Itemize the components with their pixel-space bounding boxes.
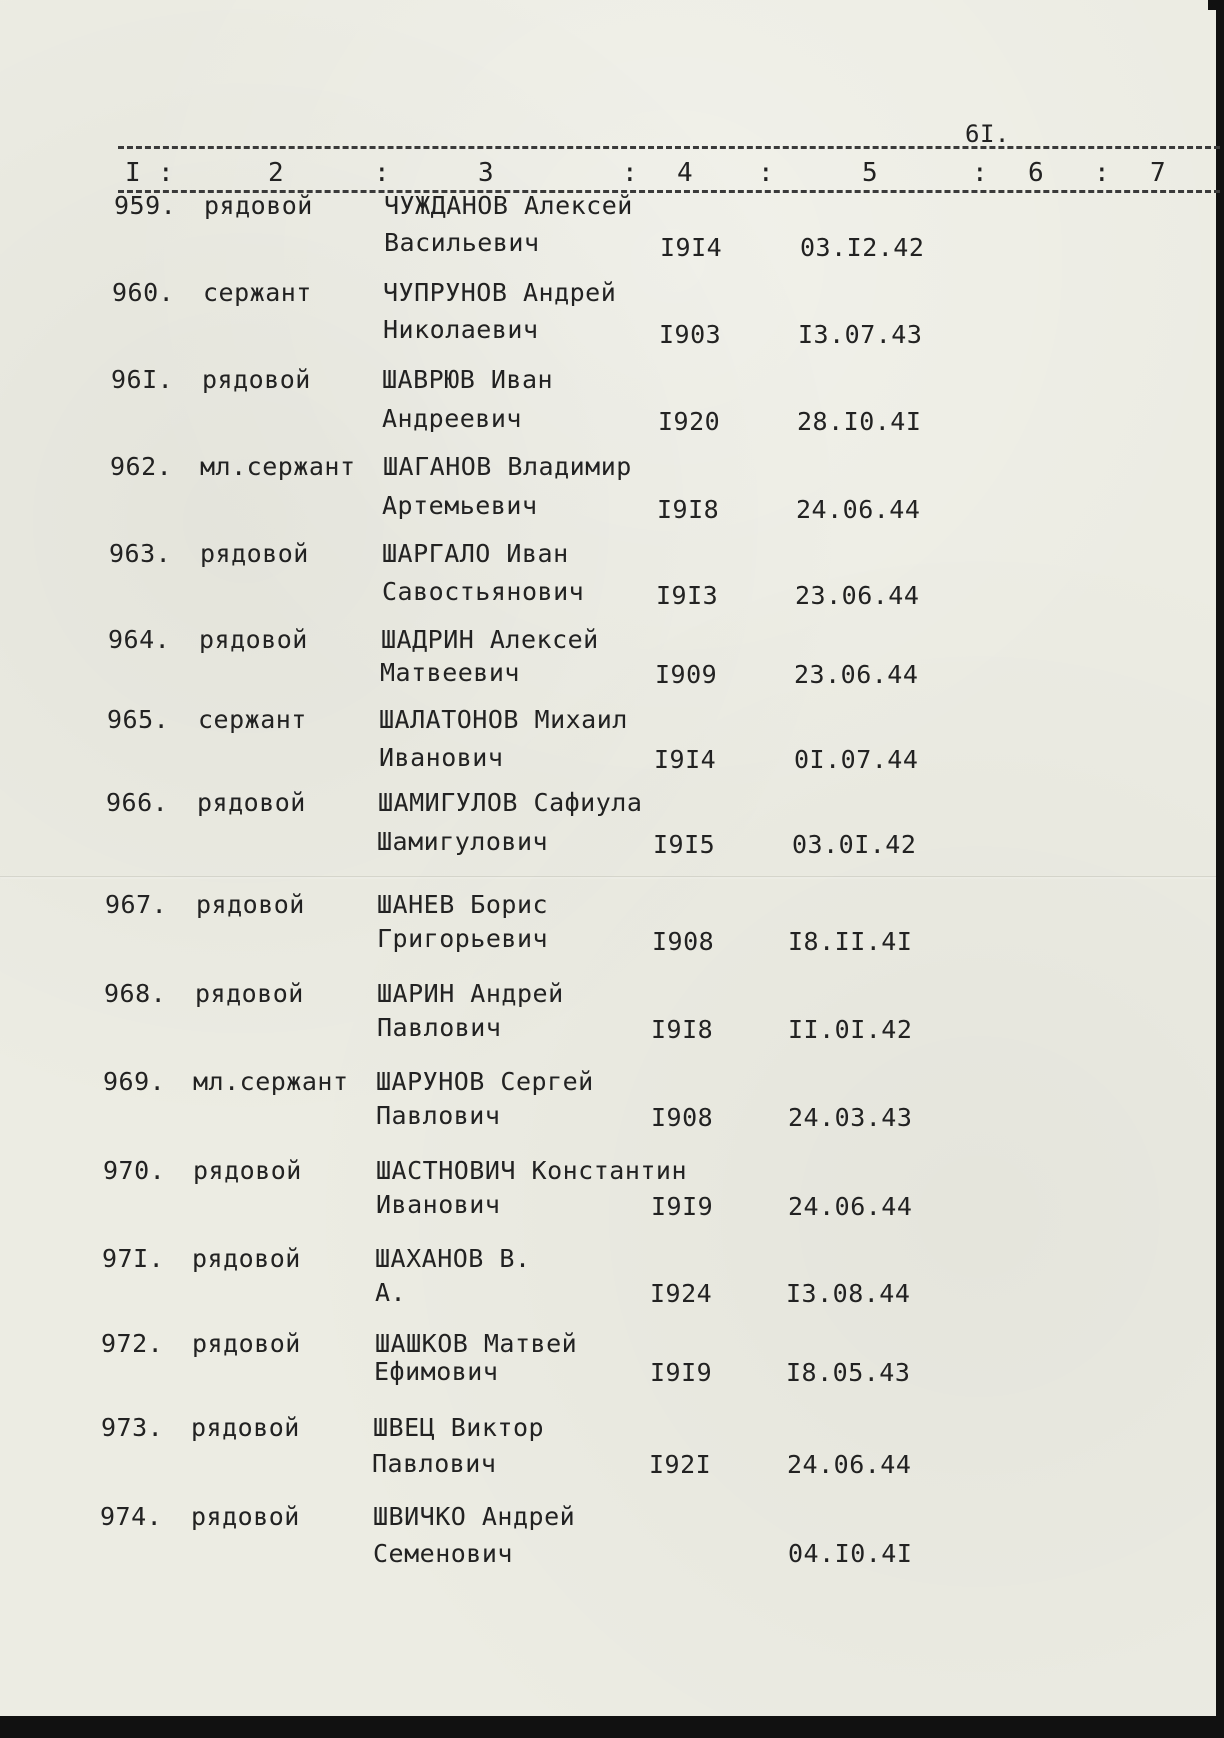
record-number: 969. — [103, 1067, 166, 1096]
record-rank: мл.сержант — [193, 1067, 349, 1096]
record-patronymic: Павлович — [376, 1101, 501, 1130]
record-number: 959. — [114, 191, 177, 220]
record-birth-year: I908 — [651, 1103, 714, 1132]
record-date: II.0I.42 — [788, 1015, 913, 1044]
record-birth-year: I9I8 — [657, 495, 720, 524]
scan-border-right — [1216, 0, 1224, 1738]
record-number: 968. — [104, 979, 167, 1008]
record-patronymic: Семенович — [373, 1539, 513, 1568]
record-surname-name: ШВЕЦ Виктор — [373, 1413, 545, 1442]
record-date: I8.II.4I — [788, 927, 913, 956]
record-number: 972. — [101, 1329, 164, 1358]
record-date: I3.08.44 — [786, 1279, 911, 1308]
record-rank: рядовой — [195, 979, 304, 1008]
record-date: 24.06.44 — [787, 1450, 912, 1479]
record-patronymic: А. — [375, 1278, 407, 1307]
record-number: 966. — [106, 788, 169, 817]
column-header-1: I — [125, 158, 141, 188]
record-birth-year: I909 — [655, 660, 718, 689]
record-date: 24.03.43 — [788, 1103, 913, 1132]
record-number: 974. — [100, 1502, 163, 1531]
record-surname-name: ЧУПРУНОВ Андрей — [383, 278, 617, 307]
scan-border-corner — [1208, 0, 1224, 10]
record-rank: рядовой — [199, 625, 308, 654]
column-separator: : — [374, 158, 390, 188]
record-birth-year: I9I4 — [660, 233, 723, 262]
column-header-4: 4 — [677, 158, 693, 188]
record-rank: рядовой — [191, 1413, 300, 1442]
column-separator: : — [758, 158, 774, 188]
record-rank: рядовой — [197, 788, 306, 817]
column-header-5: 5 — [862, 158, 878, 188]
record-patronymic: Артемьевич — [382, 491, 538, 520]
record-rank: рядовой — [204, 191, 313, 220]
record-birth-year: I9I3 — [656, 581, 719, 610]
record-date: 03.0I.42 — [792, 830, 917, 859]
record-patronymic: Шамигулович — [377, 827, 549, 856]
column-header-2: 2 — [268, 158, 284, 188]
record-surname-name: ШАВРЮВ Иван — [382, 365, 554, 394]
record-number: 973. — [101, 1413, 164, 1442]
record-surname-name: ШАРУНОВ Сергей — [376, 1067, 594, 1096]
record-surname-name: ШАРИН Андрей — [377, 979, 564, 1008]
record-patronymic: Иванович — [376, 1190, 501, 1219]
record-rank: рядовой — [200, 539, 309, 568]
record-rank: рядовой — [191, 1502, 300, 1531]
record-rank: рядовой — [192, 1329, 301, 1358]
record-surname-name: ШАНЕВ Борис — [377, 890, 549, 919]
record-rank: рядовой — [192, 1244, 301, 1273]
scan-border-bottom — [0, 1716, 1224, 1738]
column-header-3: 3 — [478, 158, 494, 188]
record-number: 96I. — [111, 365, 174, 394]
record-surname-name: ЧУЖДАНОВ Алексей — [384, 191, 633, 220]
column-header-7: 7 — [1150, 158, 1166, 188]
page-number: 6I. — [965, 120, 1010, 148]
record-birth-year: I920 — [658, 407, 721, 436]
record-number: 970. — [103, 1156, 166, 1185]
record-number: 963. — [109, 539, 172, 568]
record-rank: рядовой — [196, 890, 305, 919]
record-date: I8.05.43 — [786, 1358, 911, 1387]
record-patronymic: Иванович — [379, 743, 504, 772]
record-number: 965. — [107, 705, 170, 734]
column-header-6: 6 — [1028, 158, 1044, 188]
record-birth-year: I903 — [659, 320, 722, 349]
record-date: 23.06.44 — [794, 660, 919, 689]
column-separator: : — [972, 158, 988, 188]
header-rule-top — [118, 146, 1220, 149]
record-surname-name: ШАХАНОВ В. — [375, 1244, 531, 1273]
record-patronymic: Андреевич — [382, 404, 522, 433]
record-birth-year: I9I4 — [654, 745, 717, 774]
record-number: 960. — [112, 278, 175, 307]
record-surname-name: ШАГАНОВ Владимир — [383, 452, 632, 481]
record-patronymic: Савостьянович — [382, 577, 585, 606]
record-surname-name: ШАСТНОВИЧ Константин — [376, 1156, 688, 1185]
page-fold-line — [0, 876, 1224, 877]
column-separator: : — [622, 158, 638, 188]
record-number: 967. — [105, 890, 168, 919]
record-rank: сержант — [198, 705, 307, 734]
record-date: 24.06.44 — [796, 495, 921, 524]
record-rank: сержант — [203, 278, 312, 307]
record-birth-year: I9I5 — [653, 830, 716, 859]
record-number: 964. — [108, 625, 171, 654]
record-date: 23.06.44 — [795, 581, 920, 610]
record-birth-year: I924 — [650, 1279, 713, 1308]
record-rank: рядовой — [193, 1156, 302, 1185]
record-date: 03.I2.42 — [800, 233, 925, 262]
record-surname-name: ШАДРИН Алексей — [381, 625, 599, 654]
record-patronymic: Григорьевич — [377, 924, 549, 953]
record-date: 28.I0.4I — [797, 407, 922, 436]
record-patronymic: Николаевич — [383, 315, 539, 344]
record-birth-year: I9I8 — [651, 1015, 714, 1044]
record-surname-name: ШАРГАЛО Иван — [382, 539, 569, 568]
record-number: 97I. — [102, 1244, 165, 1273]
record-surname-name: ШАМИГУЛОВ Сафиула — [378, 788, 643, 817]
record-patronymic: Матвеевич — [380, 658, 520, 687]
record-birth-year: I9I9 — [651, 1192, 714, 1221]
record-surname-name: ШАШКОВ Матвей — [375, 1329, 578, 1358]
record-date: I3.07.43 — [798, 320, 923, 349]
record-patronymic: Ефимович — [374, 1357, 499, 1386]
record-surname-name: ШВИЧКО Андрей — [373, 1502, 576, 1531]
record-rank: рядовой — [202, 365, 311, 394]
record-birth-year: I908 — [652, 927, 715, 956]
record-date: 04.I0.4I — [788, 1539, 913, 1568]
column-separator: : — [1094, 158, 1110, 188]
record-patronymic: Павлович — [377, 1013, 502, 1042]
record-number: 962. — [110, 452, 173, 481]
record-patronymic: Павлович — [372, 1449, 497, 1478]
record-date: 24.06.44 — [788, 1192, 913, 1221]
record-date: 0I.07.44 — [794, 745, 919, 774]
record-surname-name: ШАЛАТОНОВ Михаил — [379, 705, 628, 734]
record-patronymic: Васильевич — [384, 228, 540, 257]
record-rank: мл.сержант — [200, 452, 356, 481]
record-birth-year: I92I — [649, 1450, 712, 1479]
column-separator: : — [158, 158, 174, 188]
record-birth-year: I9I9 — [650, 1358, 713, 1387]
